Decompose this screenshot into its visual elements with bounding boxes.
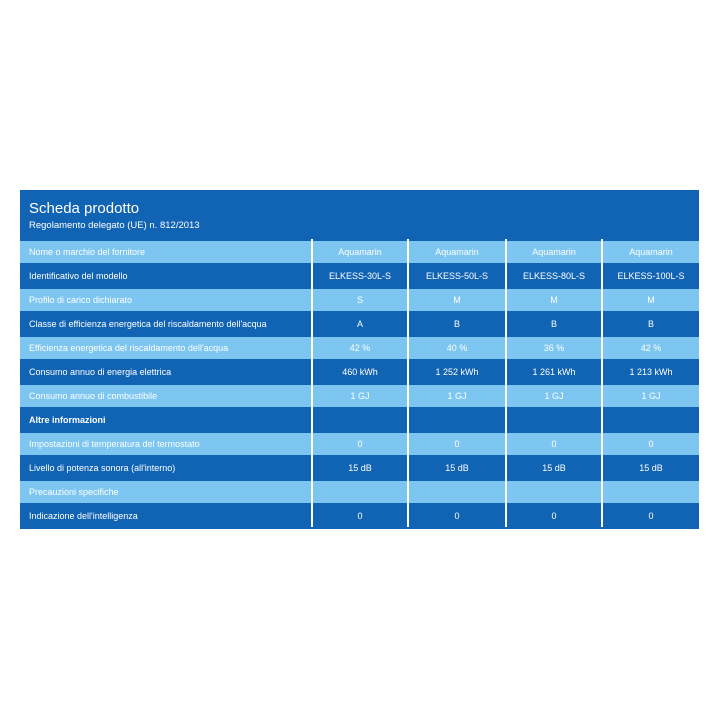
model-4-value (602, 480, 699, 504)
table-row (20, 480, 699, 504)
table-row (20, 312, 699, 336)
model-1-value (312, 480, 408, 504)
model-4-value: 1 GJ (602, 384, 699, 408)
model-2-value: 0 (408, 432, 506, 456)
model-1-value: A (312, 312, 408, 336)
row-label: Indicazione dell'intelligenza (20, 504, 312, 527)
model-2-value: 15 dB (408, 456, 506, 480)
row-label: Nome o marchio del fornitore (20, 240, 312, 264)
model-3-value (506, 408, 602, 432)
sheet-header (20, 190, 699, 239)
model-1-value: 15 dB (312, 456, 408, 480)
model-2-value (408, 408, 506, 432)
model-1-value (312, 408, 408, 432)
table-row (20, 432, 699, 456)
model-3-value: 1 261 kWh (506, 360, 602, 384)
model-4-value: Aquamarin (602, 240, 699, 264)
model-1-value: 0 (312, 504, 408, 527)
row-label: Consumo annuo di combustibile (20, 384, 312, 408)
table-row (20, 288, 699, 312)
model-4-value: M (602, 288, 699, 312)
table-row (20, 360, 699, 384)
row-label: Livello di potenza sonora (all'interno) (20, 456, 312, 480)
row-label: Efficienza energetica del riscaldamento dell'acqua (20, 336, 312, 360)
row-label: Profilo di carico dichiarato (20, 288, 312, 312)
model-4-value: ELKESS-100L-S (602, 264, 699, 288)
model-3-value: 1 GJ (506, 384, 602, 408)
row-label: Precauzioni specifiche (20, 480, 312, 504)
table-row (20, 264, 699, 288)
table-row (20, 504, 699, 527)
model-3-value: Aquamarin (506, 240, 602, 264)
row-label: Impostazioni di temperatura del termostato (20, 432, 312, 456)
model-2-value: 1 252 kWh (408, 360, 506, 384)
model-1-value: 42 % (312, 336, 408, 360)
model-4-value: 1 213 kWh (602, 360, 699, 384)
model-1-value: 460 kWh (312, 360, 408, 384)
table-row (20, 456, 699, 480)
model-2-value: 40 % (408, 336, 506, 360)
model-2-value (408, 480, 506, 504)
table-row (20, 240, 699, 264)
model-3-value: 0 (506, 432, 602, 456)
model-1-value: S (312, 288, 408, 312)
model-1-value: ELKESS-30L-S (312, 264, 408, 288)
model-3-value: B (506, 312, 602, 336)
model-3-value: ELKESS-80L-S (506, 264, 602, 288)
model-2-value: 1 GJ (408, 384, 506, 408)
table-row (20, 384, 699, 408)
model-3-value: M (506, 288, 602, 312)
model-2-value: 0 (408, 504, 506, 527)
model-4-value: 0 (602, 504, 699, 527)
model-1-value: 0 (312, 432, 408, 456)
model-2-value: Aquamarin (408, 240, 506, 264)
row-label: Identificativo del modello (20, 264, 312, 288)
model-2-value: B (408, 312, 506, 336)
model-4-value (602, 408, 699, 432)
product-sheet-card (20, 190, 699, 529)
model-3-value (506, 480, 602, 504)
product-data-table (20, 239, 699, 527)
model-4-value: 42 % (602, 336, 699, 360)
row-label: Altre informazioni (20, 408, 312, 432)
section-header-row (20, 408, 699, 432)
model-2-value: ELKESS-50L-S (408, 264, 506, 288)
model-4-value: B (602, 312, 699, 336)
sheet-title: Scheda prodotto (29, 200, 140, 217)
model-3-value: 15 dB (506, 456, 602, 480)
model-4-value: 0 (602, 432, 699, 456)
model-3-value: 0 (506, 504, 602, 527)
model-4-value: 15 dB (602, 456, 699, 480)
sheet-subtitle: Regolamento delegato (UE) n. 812/2013 (29, 220, 200, 231)
model-3-value: 36 % (506, 336, 602, 360)
model-2-value: M (408, 288, 506, 312)
row-label: Consumo annuo di energia elettrica (20, 360, 312, 384)
row-label: Classe di efficienza energetica del riscaldamento dell'acqua (20, 312, 312, 336)
model-1-value: 1 GJ (312, 384, 408, 408)
table-row (20, 336, 699, 360)
model-1-value: Aquamarin (312, 240, 408, 264)
